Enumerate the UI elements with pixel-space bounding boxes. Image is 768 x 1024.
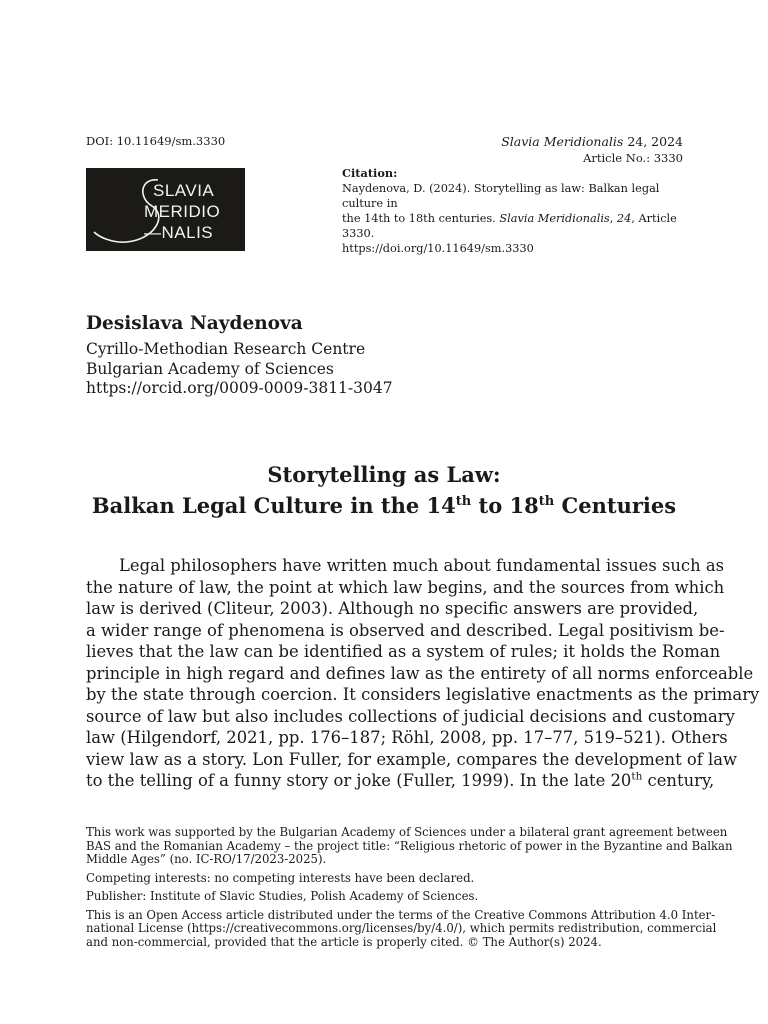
citation-label: Citation:	[342, 166, 398, 180]
title-sup-2: th	[538, 494, 555, 509]
title-line-2-part-b: to 18	[471, 493, 539, 518]
funding-line-3: Middle Ages” (no. IC-RO/17/2023-2025).	[86, 852, 327, 866]
slavia-meridionalis-logo-image	[86, 168, 245, 251]
title-line-2-part-c: Centuries	[554, 493, 677, 518]
article-number: Article No.: 3330	[583, 151, 683, 165]
author-block	[86, 312, 393, 399]
body-line: view law as a story. Lon Fuller, for example, compares the development of law	[86, 749, 738, 769]
funding-line-1: This work was supported by the Bulgarian Academy of Sciences under a bilateral grant agreement between	[86, 825, 728, 839]
citation-block	[342, 166, 687, 256]
body-line: principle in high regard and defines law as the entirety of all norms enforceable	[86, 663, 754, 683]
body-line: Legal philosophers have written much about fundamental issues such as	[119, 556, 725, 575]
body-last-part-a: to the telling of a funny story or joke (Fuller, 1999). In the late 20	[86, 771, 632, 790]
citation-journal: Slavia Meridionalis	[499, 212, 610, 225]
body-line: by the state through coercion. It considers legislative enactments as the primary	[86, 685, 760, 704]
body-line: lieves that the law can be identified as a system of rules; it holds the Roman	[86, 642, 721, 661]
footnotes	[86, 825, 733, 954]
author-orcid-link[interactable]: https://orcid.org/0009-0009-3811-3047	[86, 379, 393, 397]
title-line-1: Storytelling as Law:	[267, 462, 501, 487]
body-last-part-b: century,	[642, 771, 715, 790]
citation-volume: 24	[616, 212, 632, 225]
logo-text-nalis: —NALIS	[144, 223, 214, 242]
journal-volume-year: 24, 2024	[627, 134, 683, 149]
body-line: a wider range of phenomena is observed and described. Legal positivism be-	[86, 620, 725, 640]
author-affiliation-2: Bulgarian Academy of Sciences	[86, 359, 334, 378]
body-line: law is derived (Cliteur, 2003). Although no specific answers are provided,	[86, 599, 699, 618]
citation-line-2: the 14th to 18th centuries.	[342, 212, 500, 225]
article-title	[0, 459, 768, 521]
body-line: the nature of law, the point at which law begins, and the sources from which	[86, 577, 725, 597]
citation-article: , Article 3330.	[342, 212, 677, 240]
journal-name: Slavia Meridionalis	[501, 134, 624, 149]
journal-logo	[86, 168, 245, 251]
citation-separator: ,	[609, 212, 617, 225]
body-line: source of law but also includes collections of judicial decisions and customary	[86, 706, 735, 726]
license-line-2: national License (https://creativecommons.org/licenses/by/4.0/), which permits redistribution, commercial	[86, 921, 717, 935]
author-name: Desislava Naydenova	[86, 313, 303, 334]
title-sup-1: th	[455, 494, 472, 509]
body-line-last	[86, 770, 715, 792]
license-line-3: and non-commercial, provided that the article is properly cited. © The Author(s) 2024.	[86, 934, 602, 949]
journal-info	[501, 134, 683, 150]
publisher-note: Publisher: Institute of Slavic Studies, Polish Academy of Sciences.	[86, 889, 479, 903]
funding-note	[86, 825, 733, 867]
title-line-2-part-a: Balkan Legal Culture in the 14	[91, 493, 456, 518]
logo-text-meridio: MERIDIO	[144, 202, 221, 221]
competing-interests-note: Competing interests: no competing interests have been declared.	[86, 870, 475, 885]
funding-line-2: BAS and the Romanian Academy – the project title: “Religious rhetoric of power in the Byzantine and Balkan	[86, 838, 733, 853]
body-line: law (Hilgendorf, 2021, pp. 176–187; Röhl, 2008, pp. 17–77, 519–521). Others	[86, 728, 728, 747]
body-last-sup: th	[631, 770, 643, 783]
doi-label: DOI: 10.11649/sm.3330	[86, 134, 226, 148]
license-line-1: This is an Open Access article distributed under the terms of the Creative Commons Attribution 4.0 Inter-	[86, 907, 716, 922]
author-affiliation-1: Cyrillo-Methodian Research Centre	[86, 340, 366, 358]
citation-doi-link[interactable]: https://doi.org/10.11649/sm.3330	[342, 242, 534, 255]
logo-text-slavia: SLAVIA	[153, 181, 215, 200]
body-paragraph	[86, 555, 760, 792]
title-line-2	[0, 490, 768, 521]
license-note	[86, 907, 717, 950]
citation-line-1: Naydenova, D. (2024). Storytelling as law: Balkan legal culture in	[342, 182, 660, 210]
